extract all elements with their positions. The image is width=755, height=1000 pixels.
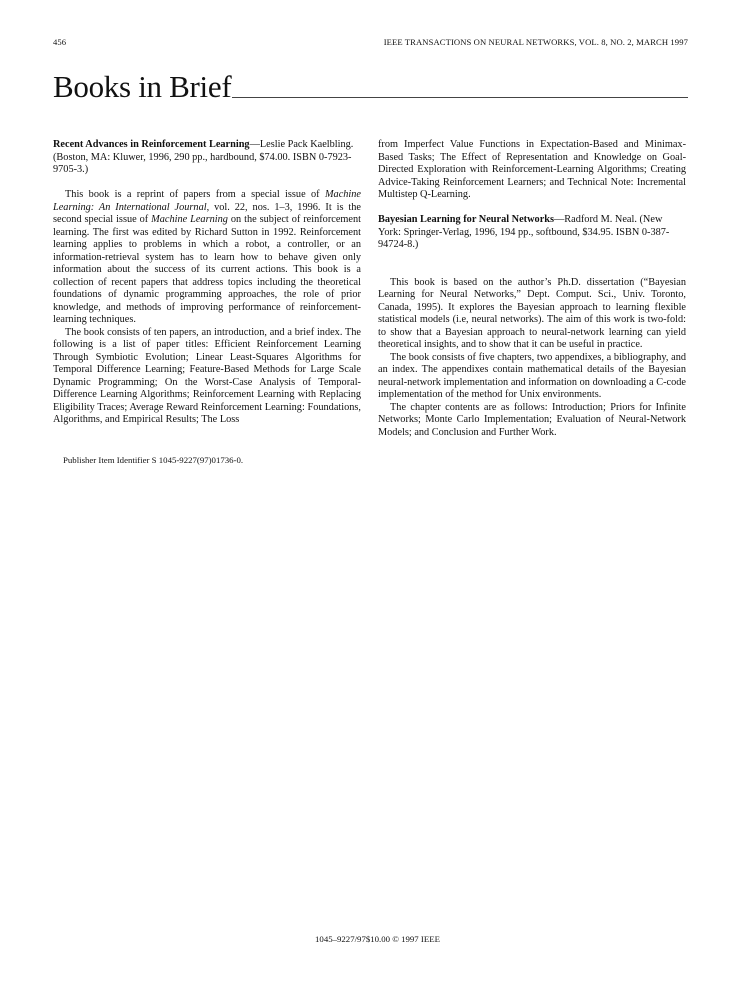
- section-title: Books in Brief: [53, 69, 232, 104]
- book-entry-heading: [378, 214, 686, 252]
- text-run: This book is a reprint of papers from a special issue of: [65, 189, 325, 200]
- spacer: [378, 202, 686, 215]
- text-run: , vol. 22, nos. 1–3, 1996. It is the second special issue of: [53, 201, 361, 225]
- book-details: —Radford M. Neal. (New York: Springer-Verlag, 1996, 194 pp., softbound, $34.95. ISBN 0-387-94724-8.): [378, 214, 670, 250]
- book-review-paragraph: The book consists of ten papers, an introduction, and a brief index. The following is a list of paper titles: Efficient Reinforcement Learning Through Symbiotic Evolution; Linear Least-Squares Algorithms for Temporal Difference Learning; Feature-Based Methods for Large Scale Dynamic Programming; On the Worst-Case Analysis of Temporal-Difference Learning Algorithms; Reinforcement Learning with Replacing Eligibility Traces; Average Reward Reinforcement Learning: Foundations, Algorithms, and Empirical Results; The Loss: [53, 326, 361, 425]
- right-column: [378, 139, 686, 439]
- book-review-paragraph: This book is based on the author’s Ph.D. dissertation (“Bayesian Learning for Neural Networks,” Dept. Comput. Sci., Univ. Toronto, Canada, 1995). It explores the Bayesian approach to learning flexible statistical models (i.e, neural networks). The aim of this work is two-fold: to show that a Bayesian approach to neural-network learning can yield theoretical insights, and to show that it can be useful in practice.: [378, 276, 686, 350]
- book-details: —Leslie Pack Kaelbling. (Boston, MA: Kluwer, 1996, 290 pp., hardbound, $74.00. ISBN 0-7923-9705-3.): [53, 139, 354, 175]
- page-number: 456: [53, 37, 67, 47]
- left-column: [53, 139, 361, 466]
- italic-journal-name: Machine Learning: An International Journal: [53, 189, 361, 213]
- book-entry-heading: [53, 139, 361, 177]
- text-run: on the subject of reinforcement learning. The first was edited by Richard Sutton in 1992. Reinforcement learning applies to problems in which a robot, a controller, or an information-retrieval system has to learn how to behave given only information about the success of its current actions. This book is a collection of recent papers that address topics including the theoretical foundations of dynamic programming approaches, the role of prior knowledge, and methods of improving performance of reinforcement-learning techniques.: [53, 214, 361, 325]
- book-title: Bayesian Learning for Neural Networks: [378, 214, 554, 225]
- copyright-footer: 1045–9227/97$10.00 © 1997 IEEE: [315, 934, 440, 944]
- publisher-item-identifier: Publisher Item Identifier S 1045-9227(97)01736-0.: [63, 454, 244, 465]
- journal-header: IEEE TRANSACTIONS ON NEURAL NETWORKS, VOL. 8, NO. 2, MARCH 1997: [383, 37, 688, 47]
- book-review-paragraph: [53, 189, 361, 327]
- title-rule: [232, 97, 688, 98]
- section-title-row: [53, 64, 688, 104]
- book-review-paragraph: The chapter contents are as follows: Introduction; Priors for Infinite Networks; Monte Carlo Implementation; Evaluation of Neural-Network Models; and Conclusion and Further Work.: [378, 401, 686, 438]
- italic-journal-name: Machine Learning: [151, 214, 228, 225]
- book-review-paragraph: The book consists of five chapters, two appendixes, a bibliography, and an index. The appendixes contain mathematical details of the Bayesian neural-network implementation and information on downloading a C-code implementation of the method for Unix environments.: [378, 351, 686, 400]
- book-title: Recent Advances in Reinforcement Learning: [53, 139, 250, 150]
- book-review-paragraph-continued: from Imperfect Value Functions in Expectation-Based and Minimax-Based Tasks; The Effect of Representation and Knowledge on Goal-Directed Exploration with Reinforcement-Learning Algorithms; Creating Advice-Taking Reinforcement Learners; and Technical Note: Incremental Multistep Q-Learning.: [378, 139, 686, 200]
